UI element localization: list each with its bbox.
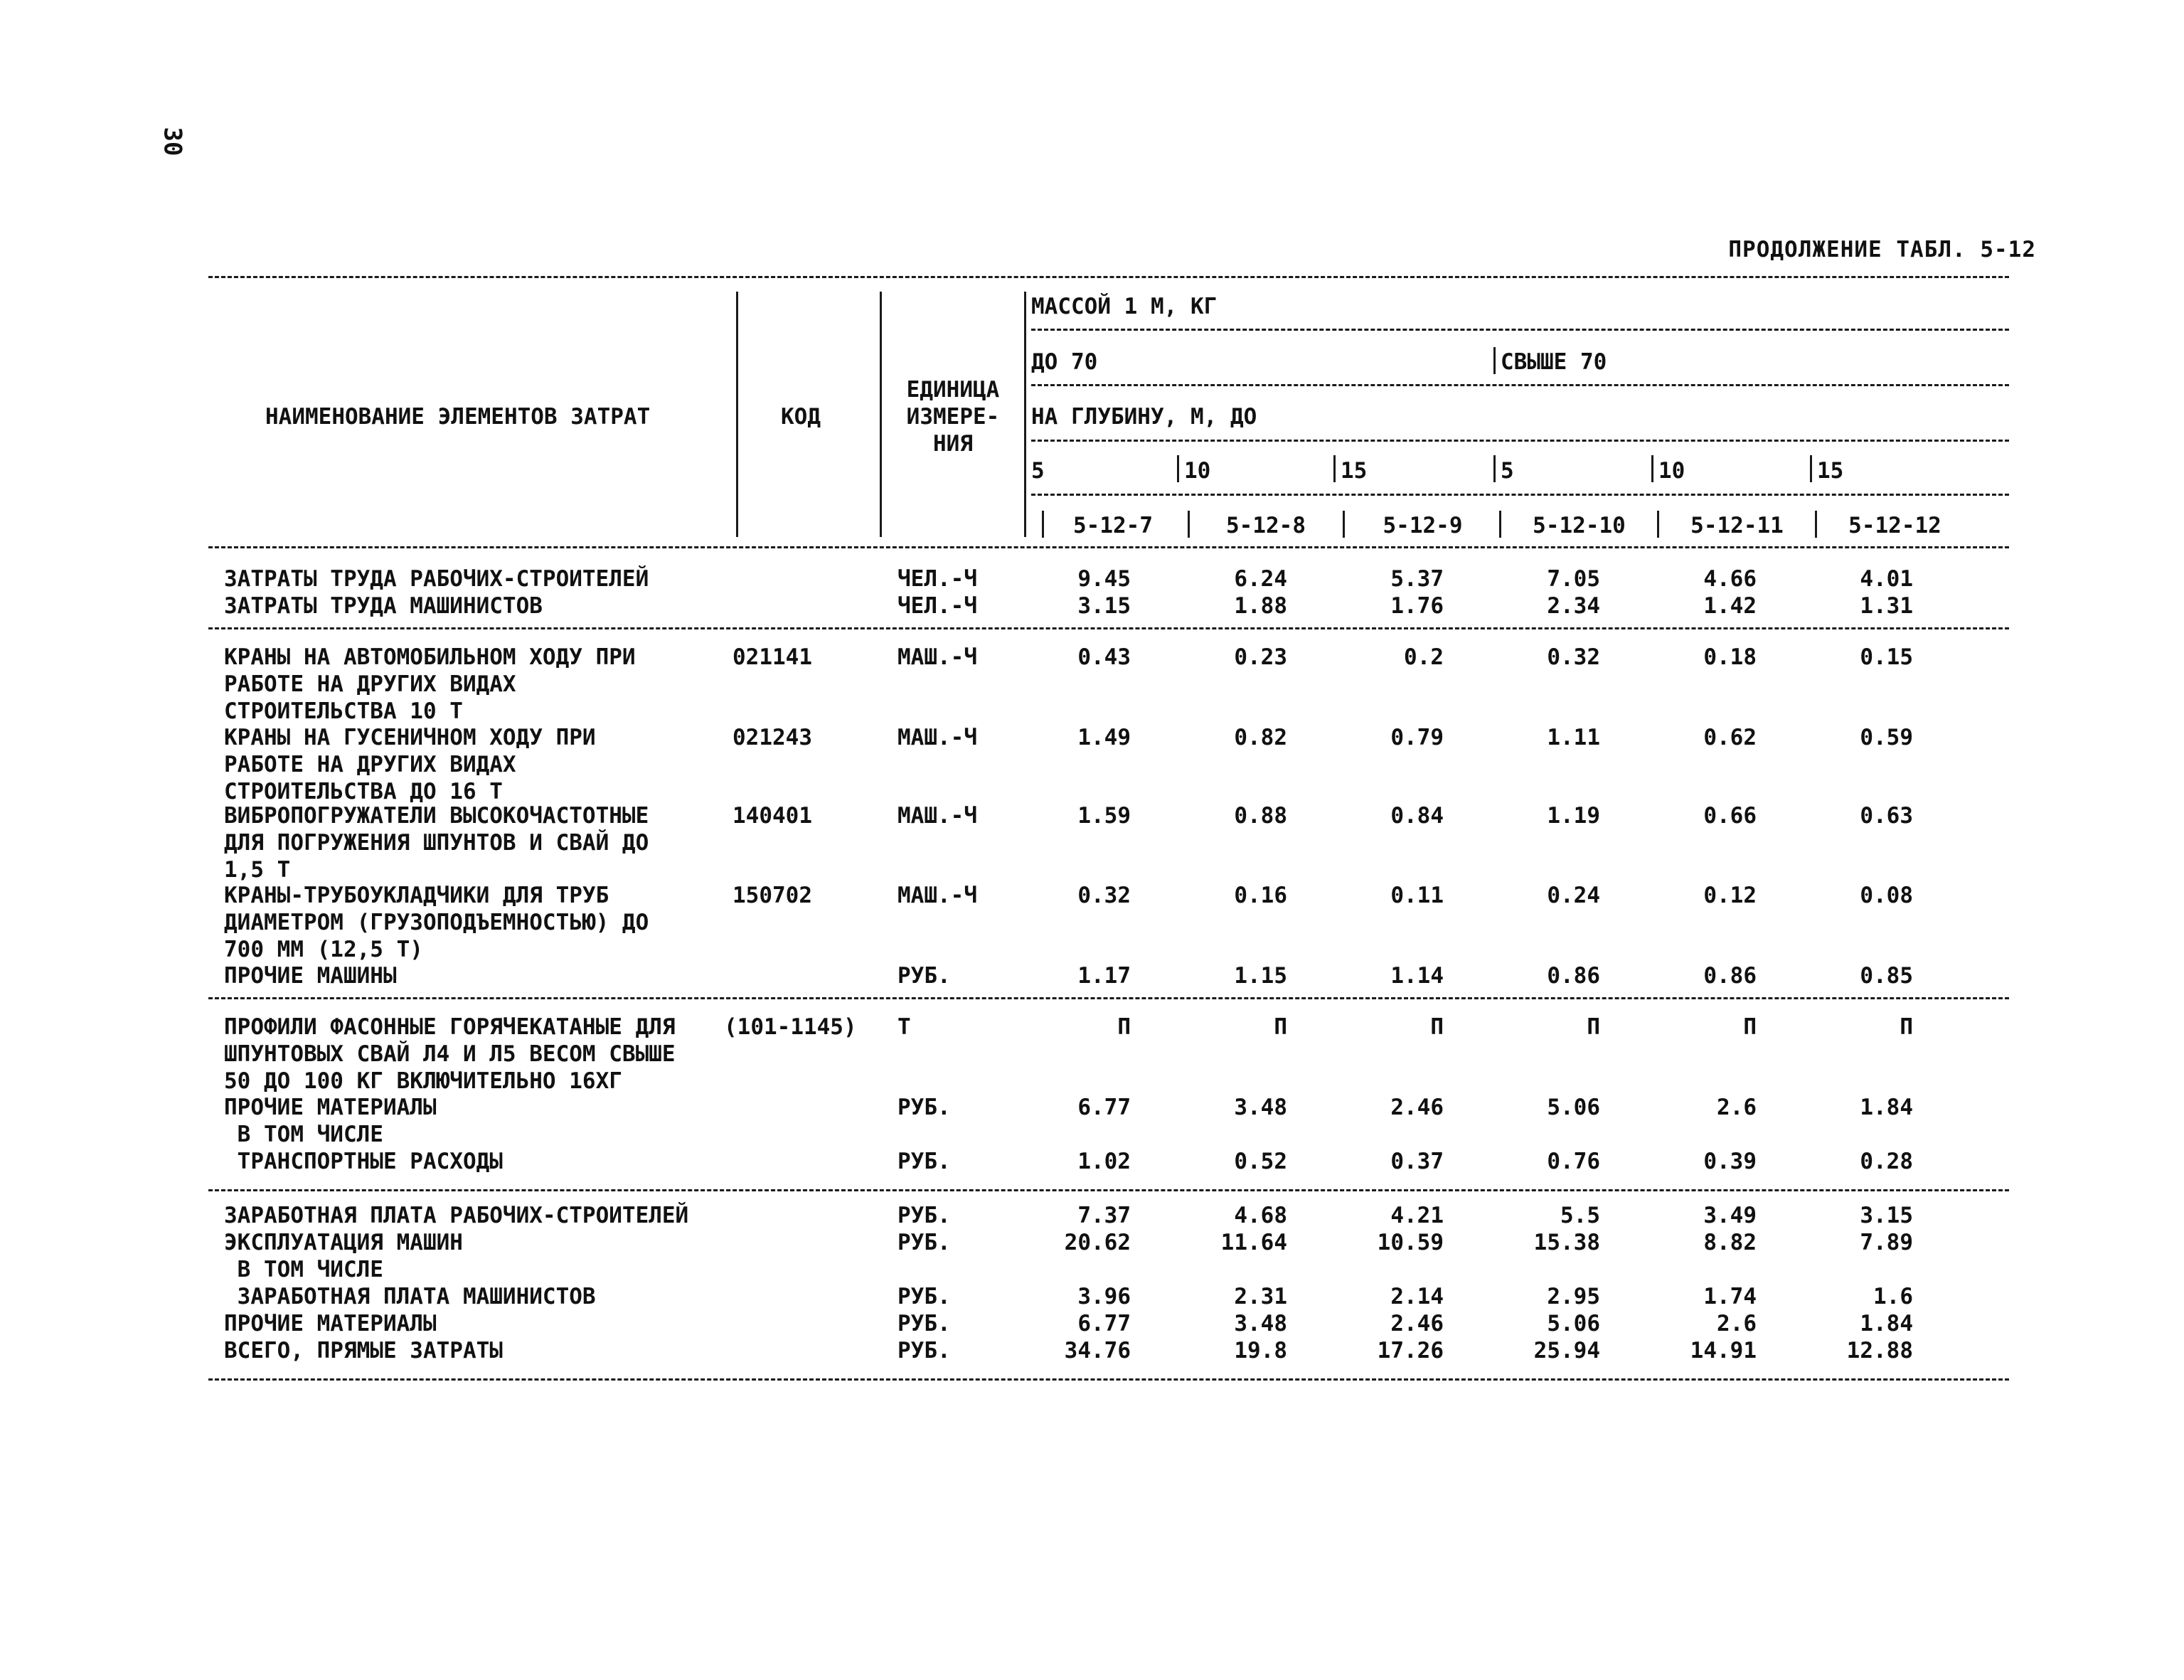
row-value: 2.46 [1390,1095,1444,1120]
section-rule [208,1189,2009,1191]
row-value: 3.15 [1860,1203,1913,1228]
row-value: 4.01 [1860,566,1913,592]
row-name: ЗАТРАТЫ ТРУДА РАБОЧИХ-СТРОИТЕЛЕЙ [224,566,649,592]
row-value: 34.76 [1064,1338,1131,1363]
row-name: В ТОМ ЧИСЛЕ [224,1257,383,1282]
header-divider [1651,455,1653,482]
row-value: 4.68 [1234,1203,1287,1228]
row-value: 0.62 [1703,725,1757,750]
row-unit: Т [897,1014,911,1040]
row-unit: ЧЕЛ.-Ч [897,593,977,619]
top-rule [208,276,2009,278]
row-value: 6.24 [1234,566,1287,592]
row-value: 3.48 [1234,1095,1287,1120]
row-value: 2.46 [1390,1311,1444,1336]
header-divider [1333,455,1336,482]
row-value: 17.26 [1377,1338,1444,1363]
header-divider [1024,292,1026,537]
row-value: 7.37 [1077,1203,1131,1228]
row-name: СТРОИТЕЛЬСТВА ДО 16 Т [224,779,503,804]
header-rule [1031,329,2009,331]
row-unit: РУБ. [897,1149,951,1174]
row-value: 11.64 [1220,1230,1287,1255]
row-value: 5.5 [1560,1203,1600,1228]
header-depth: НА ГЛУБИНУ, М, ДО [1031,404,1257,430]
row-value: 10.59 [1377,1230,1444,1255]
row-value: 2.6 [1717,1311,1757,1336]
row-name: РАБОТЕ НА ДРУГИХ ВИДАХ [224,752,516,777]
row-unit: РУБ. [897,1203,951,1228]
header-upto70: ДО 70 [1031,349,1098,375]
row-unit: РУБ. [897,1230,951,1255]
row-value: 0.24 [1547,883,1600,908]
row-unit: РУБ. [897,1284,951,1309]
row-value: 1.02 [1077,1149,1131,1174]
header-divider [880,292,882,537]
row-name: ПРОФИЛИ ФАСОННЫЕ ГОРЯЧЕКАТАНЫЕ ДЛЯ [224,1014,676,1040]
row-value: 0.15 [1860,644,1913,670]
header-code: КОД [781,404,821,430]
header-divider [1188,511,1190,538]
row-unit: РУБ. [897,1311,951,1336]
row-name: СТРОИТЕЛЬСТВА 10 Т [224,698,463,724]
row-value: 0.59 [1860,725,1913,750]
row-value: 7.05 [1547,566,1600,592]
row-value: 1.76 [1390,593,1444,619]
header-code-1: 5-12-7 [1073,513,1153,538]
row-name: ПРОЧИЕ МАШИНЫ [224,963,397,989]
row-code: (101-1145) [724,1014,857,1040]
section-rule [208,627,2009,629]
header-over70: СВЫШЕ 70 [1501,349,1607,375]
row-name: РАБОТЕ НА ДРУГИХ ВИДАХ [224,671,516,697]
row-value: 4.21 [1390,1203,1444,1228]
row-value: 0.32 [1547,644,1600,670]
row-name: ЭКСПЛУАТАЦИЯ МАШИН [224,1230,463,1255]
header-code-3: 5-12-9 [1383,513,1463,538]
row-value: 20.62 [1064,1230,1131,1255]
row-name: КРАНЫ НА ГУСЕНИЧНОМ ХОДУ ПРИ [224,725,596,750]
row-value: П [1117,1014,1131,1040]
row-name: ПРОЧИЕ МАТЕРИАЛЫ [224,1095,437,1120]
bottom-rule [208,1378,2009,1381]
header-depth-3: 15 [1341,458,1368,484]
header-divider [1493,455,1496,482]
row-name: КРАНЫ НА АВТОМОБИЛЬНОМ ХОДУ ПРИ [224,644,636,670]
row-value: 8.82 [1703,1230,1757,1255]
row-name: В ТОМ ЧИСЛЕ [224,1122,383,1147]
row-value: 9.45 [1077,566,1131,592]
row-code: 150702 [733,883,812,908]
row-value: 0.32 [1077,883,1131,908]
row-value: 3.48 [1234,1311,1287,1336]
row-value: 4.66 [1703,566,1757,592]
header-divider [1657,511,1659,538]
row-unit: РУБ. [897,1095,951,1120]
header-rule [1031,494,2009,496]
header-code-4: 5-12-10 [1533,513,1626,538]
row-value: 1.74 [1703,1284,1757,1309]
table-caption: ПРОДОЛЖЕНИЕ ТАБЛ. 5-12 [1728,237,2036,262]
row-value: 0.11 [1390,883,1444,908]
header-divider [1493,347,1496,374]
row-value: 5.37 [1390,566,1444,592]
row-value: 19.8 [1234,1338,1287,1363]
row-value: 0.52 [1234,1149,1287,1174]
header-code-5: 5-12-11 [1690,513,1784,538]
row-value: 0.08 [1860,883,1913,908]
row-value: 2.95 [1547,1284,1600,1309]
row-value: 2.31 [1234,1284,1287,1309]
header-divider [736,292,738,537]
row-value: П [1430,1014,1444,1040]
row-value: 5.06 [1547,1311,1600,1336]
header-unit-3: НИЯ [933,431,973,457]
row-value: 1.6 [1873,1284,1913,1309]
section-rule [208,546,2009,548]
row-value: 7.89 [1860,1230,1913,1255]
page-number: 30 [158,127,187,156]
section-rule [208,997,2009,999]
row-value: 0.79 [1390,725,1444,750]
header-divider [1042,511,1044,538]
row-value: 0.39 [1703,1149,1757,1174]
row-value: 0.23 [1234,644,1287,670]
row-name: ЗАРАБОТНАЯ ПЛАТА МАШИНИСТОВ [224,1284,596,1309]
row-unit: МАШ.-Ч [897,644,977,670]
row-name: 1,5 Т [224,857,291,883]
row-value: 0.88 [1234,803,1287,829]
row-value: 3.96 [1077,1284,1131,1309]
row-value: 0.86 [1703,963,1757,989]
row-value: 5.06 [1547,1095,1600,1120]
row-value: 0.84 [1390,803,1444,829]
row-value: 1.42 [1703,593,1757,619]
header-depth-2: 10 [1184,458,1211,484]
row-value: 1.84 [1860,1311,1913,1336]
row-value: 1.17 [1077,963,1131,989]
header-depth-5: 10 [1658,458,1685,484]
row-value: 0.12 [1703,883,1757,908]
row-unit: МАШ.-Ч [897,883,977,908]
row-code: 021243 [733,725,812,750]
row-value: П [1900,1014,1913,1040]
row-name: ПРОЧИЕ МАТЕРИАЛЫ [224,1311,437,1336]
row-value: 0.28 [1860,1149,1913,1174]
row-value: 3.49 [1703,1203,1757,1228]
row-unit: ЧЕЛ.-Ч [897,566,977,592]
row-value: 25.94 [1533,1338,1600,1363]
row-name: ВИБРОПОГРУЖАТЕЛИ ВЫСОКОЧАСТОТНЫЕ [224,803,649,829]
row-code: 021141 [733,644,812,670]
header-depth-6: 15 [1817,458,1844,484]
row-value: 0.66 [1703,803,1757,829]
row-unit: МАШ.-Ч [897,725,977,750]
row-value: 6.77 [1077,1095,1131,1120]
row-value: 1.84 [1860,1095,1913,1120]
row-name: ЗАРАБОТНАЯ ПЛАТА РАБОЧИХ-СТРОИТЕЛЕЙ [224,1203,689,1228]
row-code: 140401 [733,803,812,829]
header-depth-1: 5 [1031,458,1045,484]
row-value: 2.34 [1547,593,1600,619]
row-value: 1.11 [1547,725,1600,750]
header-rule [1031,440,2009,442]
row-value: 2.14 [1390,1284,1444,1309]
header-divider [1815,511,1817,538]
row-value: 6.77 [1077,1311,1131,1336]
header-mass: МАССОЙ 1 М, КГ [1031,294,1218,319]
row-value: 15.38 [1533,1230,1600,1255]
header-unit-1: ЕДИНИЦА [906,377,1000,403]
row-name: ЗАТРАТЫ ТРУДА МАШИНИСТОВ [224,593,543,619]
header-code-2: 5-12-8 [1226,513,1306,538]
row-unit: РУБ. [897,1338,951,1363]
row-value: 1.88 [1234,593,1287,619]
row-name: ВСЕГО, ПРЯМЫЕ ЗАТРАТЫ [224,1338,503,1363]
row-name: ШПУНТОВЫХ СВАЙ Л4 И Л5 ВЕСОМ СВЫШЕ [224,1041,676,1067]
row-unit: РУБ. [897,963,951,989]
row-value: 12.88 [1846,1338,1913,1363]
row-value: 1.31 [1860,593,1913,619]
header-divider [1343,511,1345,538]
header-depth-4: 5 [1501,458,1514,484]
header-rule [1031,384,2009,386]
row-value: 1.59 [1077,803,1131,829]
row-value: П [1274,1014,1287,1040]
row-value: 1.14 [1390,963,1444,989]
row-value: 0.43 [1077,644,1131,670]
row-value: П [1587,1014,1600,1040]
row-value: 2.6 [1717,1095,1757,1120]
row-value: 0.2 [1404,644,1444,670]
header-unit-2: ИЗМЕРЕ- [906,404,1000,430]
row-value: 14.91 [1690,1338,1757,1363]
row-name: 50 ДО 100 КГ ВКЛЮЧИТЕЛЬНО 16ХГ [224,1068,622,1094]
row-value: 0.82 [1234,725,1287,750]
row-value: 0.37 [1390,1149,1444,1174]
header-divider [1499,511,1501,538]
row-value: 0.16 [1234,883,1287,908]
header-code-6: 5-12-12 [1848,513,1941,538]
row-name: 700 ММ (12,5 Т) [224,937,423,962]
row-value: 3.15 [1077,593,1131,619]
row-unit: МАШ.-Ч [897,803,977,829]
row-name: ДЛЯ ПОГРУЖЕНИЯ ШПУНТОВ И СВАЙ ДО [224,830,649,856]
row-value: 0.86 [1547,963,1600,989]
row-value: 0.18 [1703,644,1757,670]
row-value: П [1743,1014,1757,1040]
header-name: НАИМЕНОВАНИЕ ЭЛЕМЕНТОВ ЗАТРАТ [265,404,651,430]
header-divider [1177,455,1179,482]
row-value: 0.76 [1547,1149,1600,1174]
row-name: КРАНЫ-ТРУБОУКЛАДЧИКИ ДЛЯ ТРУБ [224,883,609,908]
row-value: 1.15 [1234,963,1287,989]
row-value: 0.85 [1860,963,1913,989]
header-divider [1810,455,1812,482]
row-value: 1.19 [1547,803,1600,829]
row-value: 1.49 [1077,725,1131,750]
row-value: 0.63 [1860,803,1913,829]
row-name: ДИАМЕТРОМ (ГРУЗОПОДЪЕМНОСТЬЮ) ДО [224,910,649,935]
row-name: ТРАНСПОРТНЫЕ РАСХОДЫ [224,1149,503,1174]
